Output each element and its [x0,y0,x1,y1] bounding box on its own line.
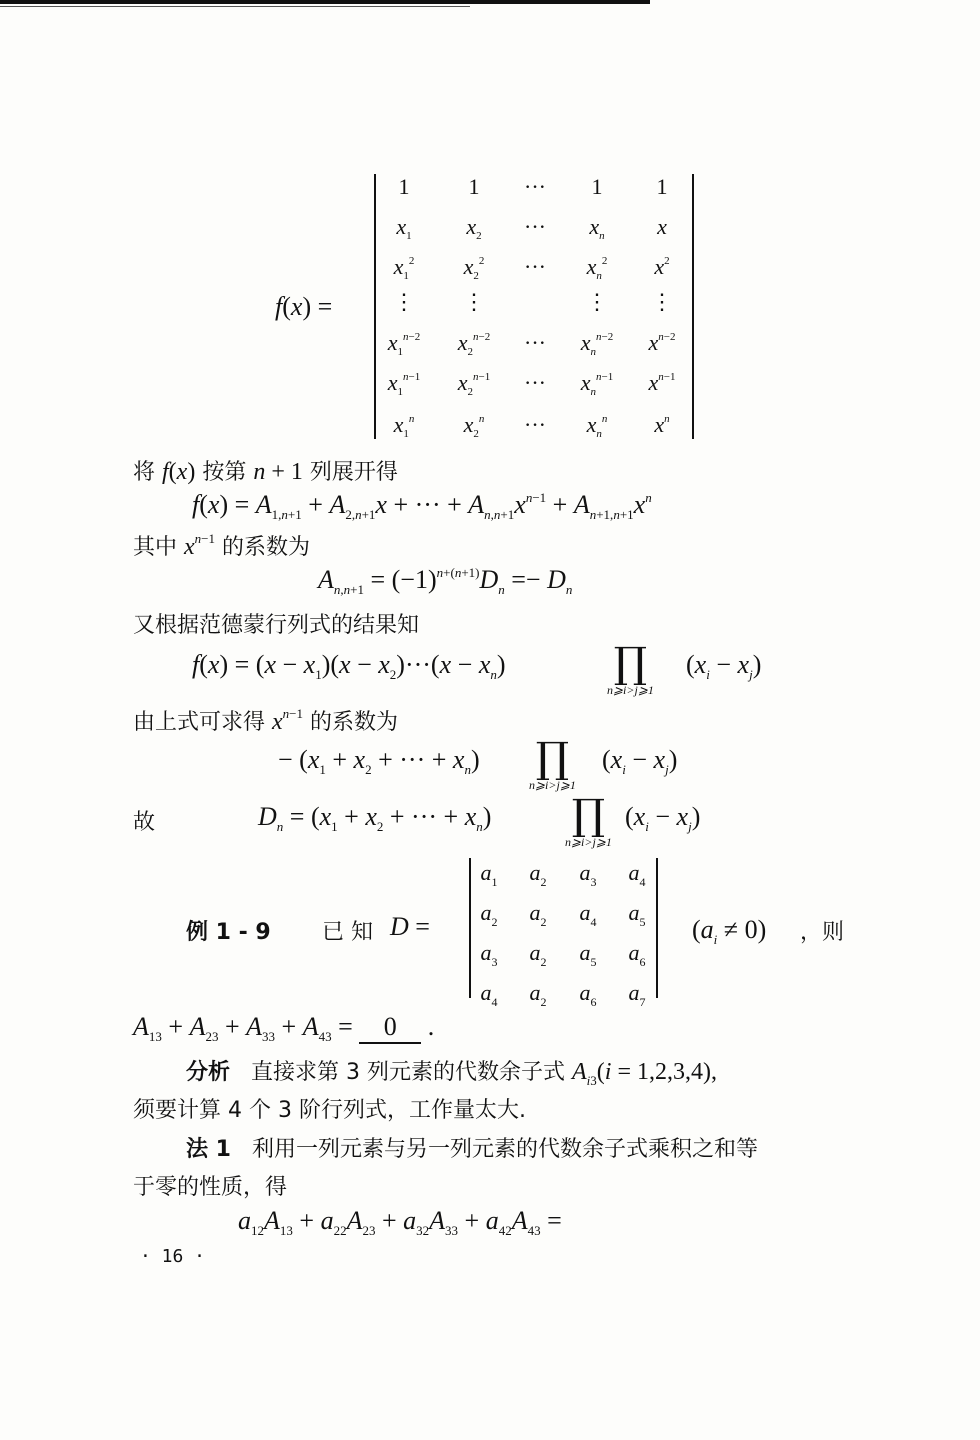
det-fx-cell: 1 [656,174,668,199]
example-D-eq: D = [390,912,430,941]
det-fx-cell: $x_1^n$ [393,412,415,440]
det-fx-cell: ⋮ [463,289,485,314]
det-D-cell: $a_3$ [579,860,597,889]
formula-Dn-factor: $(x_i - x_j)$ [625,802,701,834]
formula-cofactor: $A_{n,n+1} = (-1)^{n+(n+1)}D_n =- D_n$ [318,565,573,597]
formula-coef-value: − ($x_1 + x_2$ + ··· + $x_n$) [278,745,480,777]
det-fx-cell: ··· [524,370,546,395]
det-fx-cell: $x_2$ [466,214,482,242]
top-rule-thin [0,6,470,7]
det-D-cell: $a_3$ [480,940,498,969]
det-fx-cell: ⋮ [586,289,608,314]
det-D-cell: $a_2$ [529,900,547,929]
det-fx-cell: $x^n$ [654,412,670,437]
example-known: 已 知 [322,920,373,945]
text-line-expand: 将 f(x) 按第 n + 1 列展开得 [133,459,398,485]
det-fx-cell: $x^{n-2}$ [648,330,676,355]
det-fx-cell: $x_1^{n-2}$ [387,330,421,358]
det-D-cell: $a_6$ [628,940,646,969]
det-D-cell: $a_2$ [529,980,547,1009]
det-D-cell: $a_7$ [628,980,646,1009]
det-D-cell: $a_2$ [529,860,547,889]
top-rule [0,0,650,4]
det-fx-cell: 1 [398,174,410,199]
det-fx-cell: ··· [524,254,546,279]
formula-expansion: $f(x) = A_{1,n+1} + A_{2,n+1}x$ + ··· + $A_{n,n+1}x^{n-1} + A_{n+1,n+1}x^n$ [192,490,652,522]
product-symbol-3: ∏ n⩾i>j⩾1 [565,790,612,849]
det-D-cell: $a_5$ [579,940,597,969]
product-symbol-1: ∏ n⩾i>j⩾1 [607,638,654,697]
det-fx-cell: $x^2$ [654,254,670,279]
text-line-vandermonde: 又根据范德蒙行列式的结果知 [133,613,420,638]
det-fx-cell: $x_2^{n-2}$ [457,330,491,358]
det-fx-cell: $x_n^n$ [586,412,608,440]
det-D-cell: $a_4$ [628,860,646,889]
det-D-cell: $a_4$ [579,900,597,929]
det-D-cell: $a_2$ [529,940,547,969]
det-fx-cell: $x_1$ [396,214,412,242]
example-condition: $(a_i \ne 0)$ [692,915,767,947]
det-fx-cell: x [657,214,667,239]
example-then: ，则 [800,920,845,945]
det-fx-cell: ··· [524,412,546,437]
text-line-coef: 其中 $x^{n-1}$ 的系数为 [133,531,311,560]
answer-blank: 0 [359,1012,421,1044]
det-fx-cell: $x_1^2$ [393,254,415,282]
det-fx-cell: ··· [524,214,546,239]
det-fx-cell: ··· [524,174,546,199]
text-therefore: 故 [133,810,156,835]
analysis-tail: 须要计算 4 个 3 阶行列式，工作量太大. [133,1098,526,1123]
formula-coef-value-factor: $(x_i - x_j)$ [602,745,678,777]
det-fx-cell: 1 [468,174,480,199]
page-number: · 16 · [140,1246,206,1267]
formula-answer: $A_{13} + A_{23} + A_{33} + A_{43} = 0$ . [133,1012,435,1044]
det-D-cell: $a_4$ [480,980,498,1009]
text-line-derive: 由上式可求得 $x^{n-1}$ 的系数为 [133,706,399,735]
det-fx-cell: $x_n^2$ [586,254,608,282]
det-fx-cell: 1 [591,174,603,199]
det-fx-cell: $x^{n-1}$ [648,370,676,395]
analysis-line: 分析 直接求第 3 列元素的代数余子式 $A_{i3}(i = 1,2,3,4)$, [186,1059,717,1088]
formula-fx-product-factor: $(x_i - x_j)$ [686,650,762,682]
formula-Dn: $D_n = (x_1 + x_2$ + ··· + $x_n$) [258,802,492,834]
det-D-cell: $a_5$ [628,900,646,929]
det-fx-cell: ⋮ [393,289,415,314]
formula-fx-product: $f(x) = (x - x_1)(x - x_2)\cdot\cdot\cdot(x - x_n)$ [192,650,506,682]
det-fx-cell: ··· [524,330,546,355]
det-D-cell: $a_6$ [579,980,597,1009]
det-fx-cell: $x_2^n$ [463,412,485,440]
det-fx-cell: $x_n$ [589,214,605,242]
det-fx-lhs: f(x) = [275,292,333,321]
det-D-cell: $a_2$ [480,900,498,929]
example-label: 例 1 - 9 [186,920,271,945]
product-symbol-2: ∏ n⩾i>j⩾1 [529,733,576,792]
det-D-cell: $a_1$ [480,860,498,889]
det-fx-cell: $x_2^2$ [463,254,485,282]
det-fx-cell: $x_2^{n-1}$ [457,370,491,398]
det-fx-cell: $x_n^{n-1}$ [580,370,614,398]
det-fx-cell: $x_1^{n-1}$ [387,370,421,398]
det-fx-cell: $x_n^{n-2}$ [580,330,614,358]
formula-method1: $a_{12}A_{13} + a_{22}A_{23} + a_{32}A_{33} + a_{42}A_{43}$ = [238,1206,562,1238]
method1-line: 法 1 利用一列元素与另一列元素的代数余子式乘积之和等 [186,1137,758,1162]
method1-tail: 于零的性质，得 [133,1175,288,1200]
det-fx-cell: ⋮ [651,289,673,314]
